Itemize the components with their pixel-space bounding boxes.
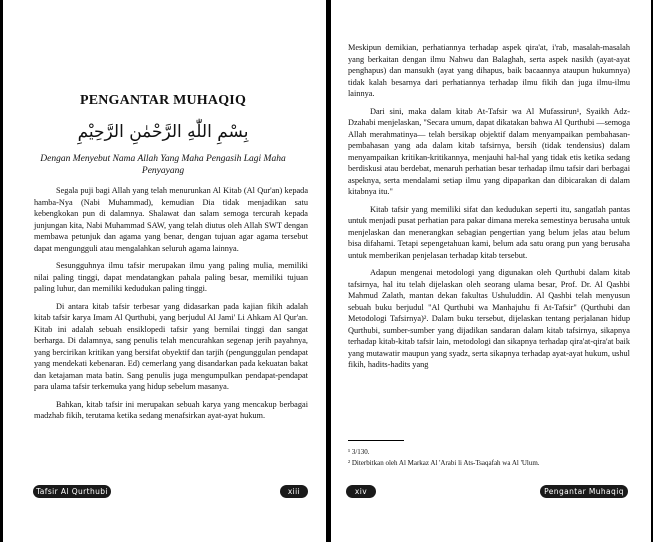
left-paragraph-2: Sesungguhnya ilmu tafsir merupakan ilmu yang paling mulia, memiliki nilai paling tinggi, dapat mendatangkan pahala paling besar, memiliki tujuan paling luhur, dan memiliki kedudukan paling tinggi.	[34, 261, 308, 293]
right-paragraph-3: Kitab tafsir yang memiliki sifat dan kedudukan seperti itu, sangatlah pantas untuk menjadi pusat perhatian para pakar dimana mereka semestinya berusaha untuk menjelaskan dan menerangkan sebagian pengertian yang belum jelas atau belum bisa difahami. Tetapi sepengetahuan kami, belum ada satu orang pun yang berusaha untuk memberikan penjelasan terhadap kitab tersebut.	[348, 204, 630, 260]
left-page-edge	[0, 0, 3, 542]
page-number-left: xiii	[280, 485, 308, 498]
page-gutter-divider	[326, 0, 331, 542]
left-page-body	[34, 185, 308, 428]
page-number-right: xiv	[346, 485, 376, 498]
page-title: PENGANTAR MUHAQIQ	[79, 93, 247, 108]
right-paragraph-2: Dari sini, maka dalam kitab At-Tafsir wa Al Mufassirun¹, Syaikh Adz-Dzahabi menjelaskan, "Secara umum, dapat dikatakan bahwa Al Qurthubi —semoga Allah merahmatinya— telah bersikap objektif dalam menyampaikan pembahasan-pembahasan yang ada dalam kitab tafsirnya, bersih (tidak tendensius) dalam menyampaikan kritikan-kritikannya, menjauhi hal-hal yang tidak etis ketika sedang berdiskusi atau berdebat, menaruh perhatian besar terhadap ilmu tafsir dari berbagai aspeknya, serta mendalami setiap ilmu yang dipaparkan dan dibicarakan di dalam kitabnya itu."	[348, 106, 630, 196]
running-footer-book-title: Tafsir Al Qurthubi	[33, 485, 111, 498]
right-paragraph-4: Adapun mengenai metodologi yang digunakan oleh Qurthubi dalam kitab tafsirnya, hal itu telah dijelaskan oleh seorang ulama besar, Prof. Dr. Al Qashbi Mahmud Zalath, mantan dekan fakultas Ushuluddin. Al Qashbi telah menyusun sebuah buku berjudul "Al Qurthubi wa Manhajuhu fi At-Tafsir" (Qurthubi dan Metodologi Tafsirnya)². Dalam buku tersebut, dijelaskan tentang perjalanan hidup Qurthubi, sumber-sumber yang dijadikan sandaran dalam kitab tafsirnya, sikapnya terhadap kitab-kitab tafsir lain, metodologi dan sikapnya terhadap qira'at-qira'at baik yang mutawatir maupun yang syadz, serta sikapnya terhadap ayat-ayat hukum, ushul fikih, hadits-hadits yang	[348, 268, 630, 369]
running-footer-section-title: Pengantar Muhaqiq	[540, 485, 628, 498]
left-paragraph-4: Bahkan, kitab tafsir ini merupakan sebuah karya yang mencakup berbagai madzhab fikih, terutama ketika sedang menafsirkan ayat-ayat hukum.	[34, 399, 308, 420]
right-page-body	[348, 42, 630, 377]
footnotes	[348, 448, 630, 470]
footnote-2: ² Diterbitkan oleh Al Markaz Al 'Arabi li Ats-Tsaqafah wa Al 'Ulum.	[348, 459, 540, 467]
left-paragraph-1: Segala puji bagi Allah yang telah menurunkan Al Kitab (Al Qur'an) kepada hamba-Nya (Nabi Muhammad), kemudian Dia tidak menjadikan satu kebengkokan pun di dalamnya. Shalawat dan salam semoga tercurah kepada junjungan kita, Nabi Muhammad SAW, yang telah diutus oleh Allah SWT dengan membawa petunjuk dan agama yang benar, dengan tujuan agar agama tersebut dapat mengungguli atau mengalahkan seluruh agama lainnya.	[34, 186, 308, 253]
basmala-translation: Dengan Menyebut Nama Allah Yang Maha Pengasih Lagi Maha Penyayang	[40, 154, 286, 176]
footnote-1: ¹ 3/130.	[348, 448, 370, 456]
basmala-calligraphy: بِسْمِ اللّٰهِ الرَّحْمٰنِ الرَّحِيْمِ	[77, 122, 249, 142]
left-paragraph-3: Di antara kitab tafsir terbesar yang didasarkan pada kajian fikih adalah kitab tafsir karya Imam Al Qurthubi, yang berjudul Al Jami' Li Ahkam Al Qur'an. Kitab ini adalah sebuah ensiklopedi tafsir yang bernilai tinggi dan sangat berharga. Di dalamnya, sang penulis telah mencurahkan segenap jerih payahnya, yang bercirikan kritikan yang bersifat obyektif dan tarjih (pengunggulan pendapat yang mendekati kebenaran. Ed) cemerlang yang disandarkan pada kekuatan bakat dan ketajaman mata batin. Sang penulis juga mengumpulkan pendapat-pendapat para ulama tafsir terkemuka yang hidup sebelum masanya.	[34, 301, 308, 391]
right-paragraph-1: Meskipun demikian, perhatiannya terhadap aspek qira'at, i'rab, masalah-masalah yang berkaitan dengan ilmu Nahwu dan Balaghah, serta aspek nasikh (ayat-ayat penghapus) dan mansukh (ayat yang dihapus, baik bacaannya ataupun hukumnya) tidak kalah besarnya dari perhatiannya terhadap ilmu fikih dan juga ilmu-ilmu lainnya.	[348, 43, 630, 98]
footnote-separator	[348, 440, 404, 441]
